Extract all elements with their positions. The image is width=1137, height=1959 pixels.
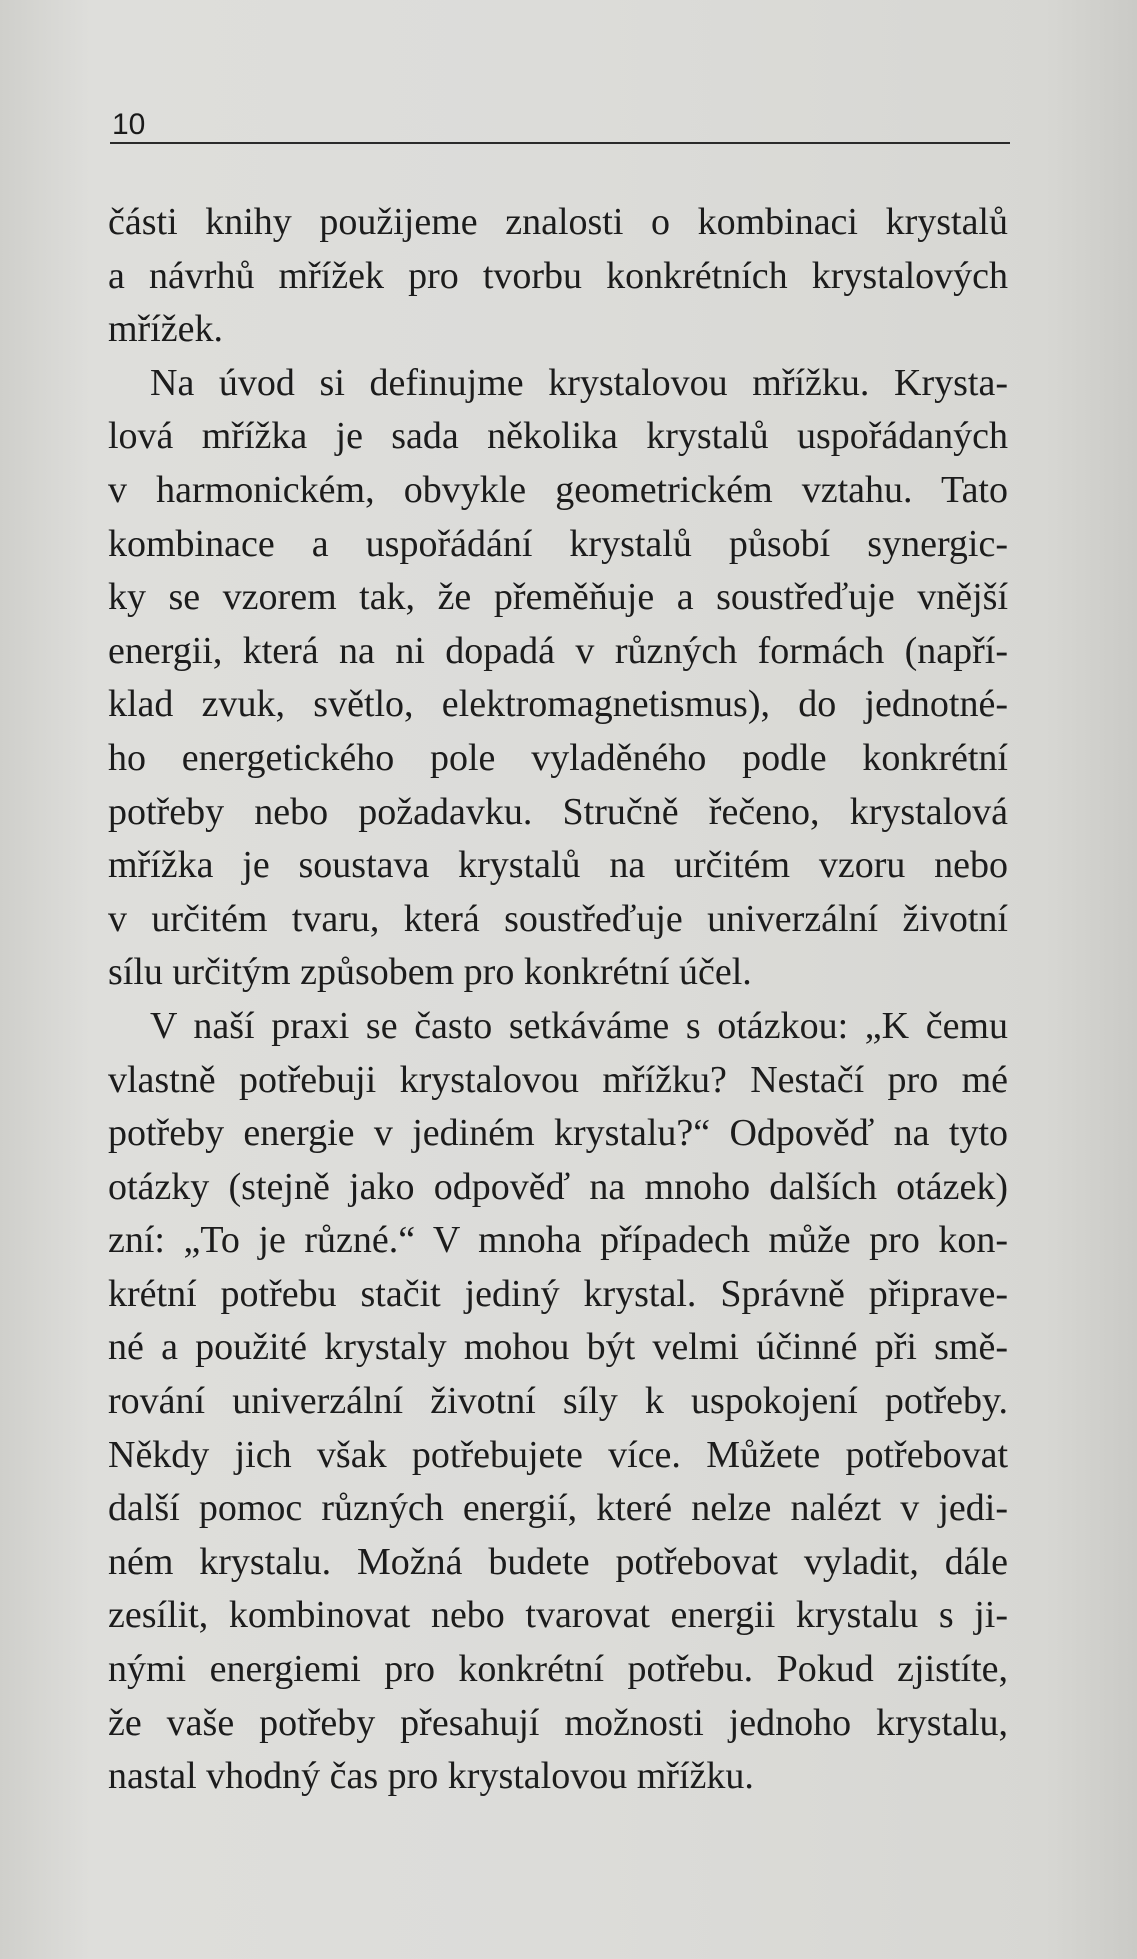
text-line: V naší praxi se často setkáváme s otázkou: „K čemu (150, 1004, 1008, 1047)
text-line: sílu určitým způsobem pro konkrétní účel. (108, 951, 752, 994)
text-line: nými energiemi pro konkrétní potřebu. Pokud zjistíte, (108, 1648, 1008, 1691)
page-number: 10 (112, 108, 146, 141)
text-line: ky se vzorem tak, že přeměňuje a soustřeďuje vnější (108, 576, 1008, 619)
text-line: ho energetického pole vyladěného podle konkrétní (108, 736, 1008, 779)
text-line: další pomoc různých energií, které nelze nalézt v jedi- (108, 1487, 1008, 1530)
text-line: potřeby nebo požadavku. Stručně řečeno, krystalová (108, 790, 1008, 833)
text-line: vlastně potřebuji krystalovou mřížku? Nestačí pro mé (108, 1058, 1008, 1101)
text-line: kombinace a uspořádání krystalů působí synergic- (108, 522, 1008, 565)
text-line: krétní potřebu stačit jediný krystal. Správně připrave- (108, 1272, 1008, 1315)
text-line: a návrhů mřížek pro tvorbu konkrétních krystalových (108, 254, 1008, 297)
text-line: energii, která na ni dopadá v různých formách (napří- (108, 629, 1008, 672)
text-line: že vaše potřeby přesahují možnosti jednoho krystalu, (108, 1701, 1008, 1744)
text-line: mřížka je soustava krystalů na určitém vzoru nebo (108, 844, 1008, 887)
text-line: nastal vhodný čas pro krystalovou mřížku. (108, 1755, 754, 1798)
text-line: v harmonickém, obvykle geometrickém vztahu. Tato (108, 468, 1008, 511)
text-line: rování univerzální životní síly k uspokojení potřeby. (108, 1380, 1008, 1423)
text-line: lová mřížka je sada několika krystalů uspořádaných (108, 415, 1008, 458)
text-line: otázky (stejně jako odpověď na mnoho dalších otázek) (108, 1165, 1008, 1208)
text-line: části knihy použijeme znalosti o kombinaci krystalů (108, 201, 1008, 243)
text-line: mřížek. (108, 308, 224, 351)
text-line: klad zvuk, světlo, elektromagnetismus), do jednotné- (108, 683, 1008, 726)
text-line: potřeby energie v jediném krystalu?“ Odpověď na tyto (108, 1112, 1008, 1155)
text-line: ném krystalu. Možná budete potřebovat vyladit, dále (108, 1540, 1008, 1583)
text-line: v určitém tvaru, která soustřeďuje univerzální životní (108, 897, 1008, 940)
text-line: Někdy jich však potřebujete více. Můžete potřebovat (108, 1433, 1008, 1476)
text-line: zesílit, kombinovat nebo tvarovat energii krystalu s ji- (108, 1594, 1008, 1637)
body-text (108, 196, 1008, 1804)
text-line: né a použité krystaly mohou být velmi účinné při smě- (108, 1326, 1008, 1369)
text-line: Na úvod si definujme krystalovou mřížku. Krysta- (150, 361, 1008, 404)
page-header (110, 100, 1010, 144)
text-line: zní: „To je různé.“ V mnoha případech může pro kon- (108, 1219, 1008, 1262)
